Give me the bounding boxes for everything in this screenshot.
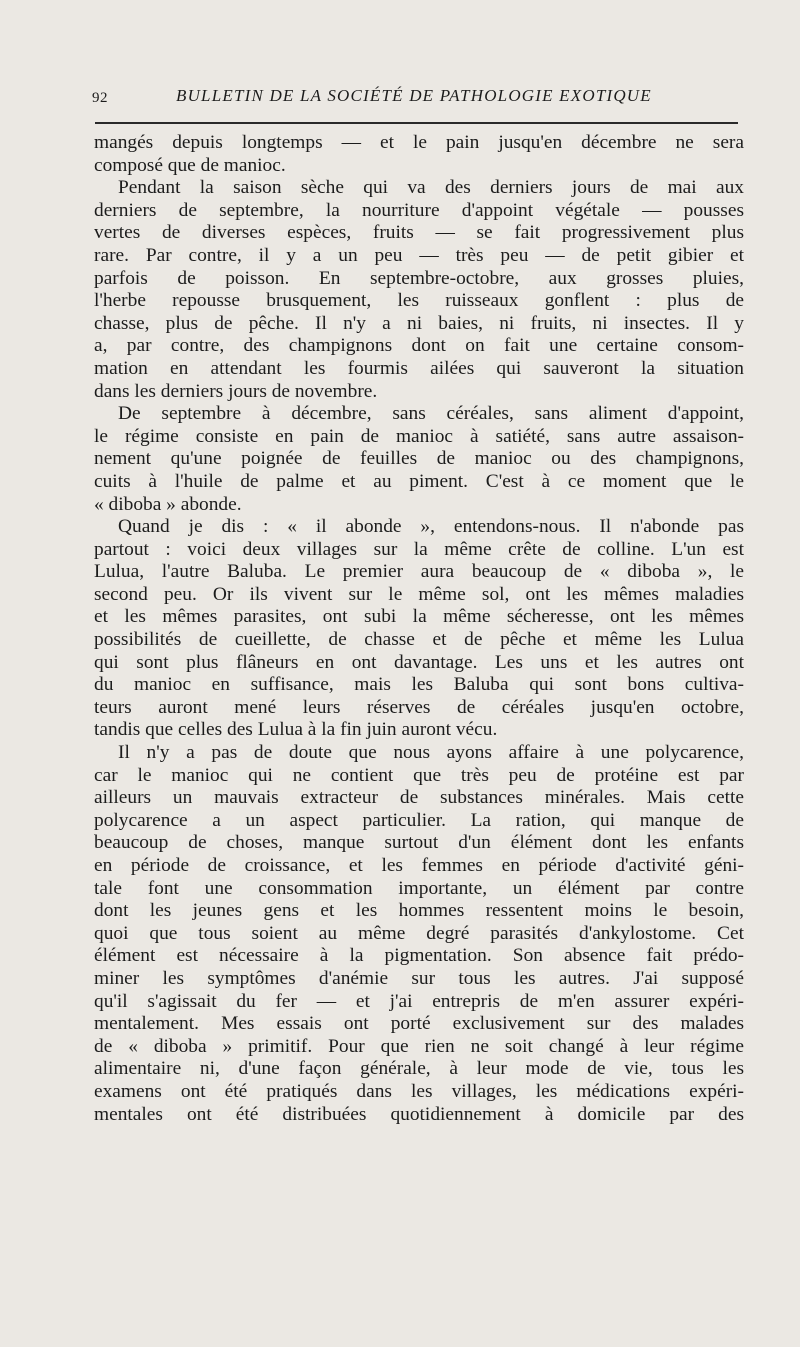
text-line: dont les jeunes gens et les hommes ressentent moins le besoin,: [94, 900, 744, 922]
text-line: en période de croissance, et les femmes en période d'activité géni-: [94, 855, 744, 876]
paragraph-start-line: Pendant la saison sèche qui va des derniers jours de mai aux: [118, 177, 744, 199]
text-line: Lulua, l'autre Baluba. Le premier aura beaucoup de « diboba », le: [94, 561, 744, 583]
text-line: second peu. Or ils vivent sur le même sol, ont les mêmes maladies: [94, 583, 744, 605]
text-line: et les mêmes parasites, ont subi la même sécheresse, ont les mêmes: [94, 606, 744, 628]
text-line: car le manioc qui ne contient que très peu de protéine est par: [94, 764, 744, 786]
text-line: qui sont plus flâneurs en ont davantage. Les uns et les autres ont: [94, 651, 744, 673]
text-line: élément est nécessaire à la pigmentation. Son absence fait prédo-: [94, 945, 744, 967]
text-line: rare. Par contre, il y a un peu — très peu — de petit gibier et: [94, 244, 744, 266]
text-line: chasse, plus de pêche. Il n'y a ni baies, ni fruits, ni insectes. Il y: [94, 312, 744, 334]
text-line: beaucoup de choses, manque surtout d'un élément dont les enfants: [94, 832, 744, 854]
text-line: composé que de manioc.: [94, 154, 286, 176]
text-line: mentalement. Mes essais ont porté exclusivement sur des malades: [94, 1013, 744, 1035]
body-text: [94, 132, 744, 1126]
text-line: le régime consiste en pain de manioc à satiété, sans autre assaison-: [94, 425, 744, 447]
text-line: possibilités de cueillette, de chasse et de pêche et même les Lulua: [94, 629, 744, 651]
text-line: « diboba » abonde.: [94, 493, 242, 515]
text-line: nement qu'une poignée de feuilles de manioc ou des champignons,: [94, 448, 744, 470]
page-header: [92, 86, 740, 116]
text-line: de « diboba » primitif. Pour que rien ne soit changé à leur régime: [94, 1035, 744, 1057]
text-line: dans les derniers jours de novembre.: [94, 380, 378, 402]
text-line: derniers de septembre, la nourriture d'appoint végétale — pousses: [94, 199, 744, 221]
paragraph-start-line: De septembre à décembre, sans céréales, sans aliment d'appoint,: [118, 403, 744, 425]
header-rule: [95, 122, 738, 124]
text-line: l'herbe repousse brusquement, les ruisseaux gonflent : plus de: [94, 290, 744, 312]
page-number: 92: [92, 90, 108, 106]
text-line: tandis que celles des Lulua à la fin juin auront vécu.: [94, 719, 498, 741]
text-line: cuits à l'huile de palme et au piment. C'est à ce moment que le: [94, 470, 744, 492]
text-line: mation en attendant les fourmis ailées qui sauveront la situation: [94, 357, 744, 379]
paragraph-start-line: Quand je dis : « il abonde », entendons-nous. Il n'abonde pas: [118, 516, 744, 538]
text-line: teurs auront mené leurs réserves de céréales jusqu'en octobre,: [94, 696, 744, 718]
running-title: BULLETIN DE LA SOCIÉTÉ DE PATHOLOGIE EXOTIQUE: [176, 86, 652, 105]
paragraph-start-line: Il n'y a pas de doute que nous ayons affaire à une polycarence,: [118, 742, 744, 764]
text-line: polycarence a un aspect particulier. La ration, qui manque de: [94, 809, 744, 831]
text-line: ailleurs un mauvais extracteur de substances minérales. Mais cette: [94, 787, 744, 809]
text-line: parfois de poisson. En septembre-octobre, aux grosses pluies,: [94, 267, 744, 289]
text-line: quoi que tous soient au même degré parasités d'ankylostome. Cet: [94, 922, 744, 944]
text-line: mentales ont été distribuées quotidiennement à domicile par des: [94, 1103, 744, 1125]
text-line: a, par contre, des champignons dont on fait une certaine consom-: [94, 335, 744, 357]
text-line: alimentaire ni, d'une façon générale, à leur mode de vie, tous les: [94, 1058, 744, 1080]
text-line: examens ont été pratiqués dans les villages, les médications expéri-: [94, 1080, 744, 1102]
text-line: mangés depuis longtemps — et le pain jusqu'en décembre ne sera: [94, 132, 744, 153]
text-line: vertes de diverses espèces, fruits — se fait progressivement plus: [94, 222, 744, 244]
text-line: tale font une consommation importante, un élément par contre: [94, 877, 744, 899]
text-line: du manioc en suffisance, mais les Baluba qui sont bons cultiva-: [94, 674, 744, 696]
text-line: miner les symptômes d'anémie sur tous les autres. J'ai supposé: [94, 967, 744, 989]
text-line: partout : voici deux villages sur la même crête de colline. L'un est: [94, 538, 744, 560]
text-line: qu'il s'agissait du fer — et j'ai entrepris de m'en assurer expéri-: [94, 990, 744, 1012]
